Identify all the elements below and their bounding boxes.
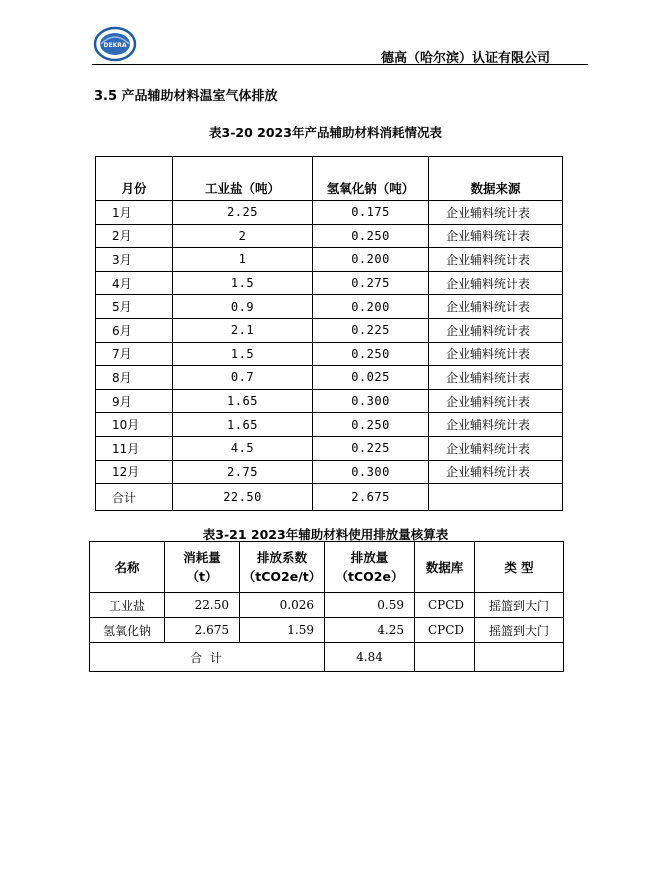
table-row (90, 593, 564, 618)
cell-salt: 2 (173, 224, 313, 248)
cell-total-naoh: 2.675 (313, 484, 429, 511)
cell-salt: 2.25 (173, 201, 313, 225)
cell-total-empty (475, 643, 564, 672)
table-header-row (90, 542, 564, 593)
table-row (96, 248, 563, 272)
cell-source: 企业辅料统计表 (429, 460, 563, 484)
cell-salt: 1.5 (173, 271, 313, 295)
table-total-row (90, 643, 564, 672)
cell-source: 企业辅料统计表 (429, 295, 563, 319)
cell-emission: 4.25 (325, 618, 415, 643)
header-factor (240, 542, 325, 593)
header-consumption-text: 消耗量 (183, 550, 221, 565)
cell-total-emission: 4.84 (325, 643, 415, 672)
cell-salt: 0.9 (173, 295, 313, 319)
cell-naoh: 0.250 (313, 413, 429, 437)
cell-salt: 1.5 (173, 342, 313, 366)
cell-source: 企业辅料统计表 (429, 366, 563, 390)
table-row (96, 413, 563, 437)
table2-caption: 表3-21 2023年辅助材料使用排放量核算表 (202, 527, 449, 542)
cell-naoh: 0.200 (313, 295, 429, 319)
header-emission (325, 542, 415, 593)
cell-emission: 0.59 (325, 593, 415, 618)
cell-salt: 1 (173, 248, 313, 272)
header-database (415, 542, 475, 593)
cell-source: 企业辅料统计表 (429, 201, 563, 225)
header-factor-text: 排放系数 (256, 550, 307, 565)
cell-salt: 1.65 (173, 413, 313, 437)
cell-naoh: 0.275 (313, 271, 429, 295)
header-salt: 工业盐（吨） (173, 157, 313, 201)
cell-salt: 2.1 (173, 318, 313, 342)
header-type-text: 类 型 (504, 559, 534, 575)
emission-accounting-table (89, 541, 564, 672)
cell-source: 企业辅料统计表 (429, 271, 563, 295)
cell-month: 4月 (96, 271, 173, 295)
table-row (96, 436, 563, 460)
cell-month: 6月 (96, 318, 173, 342)
table-row (96, 201, 563, 225)
cell-naoh: 0.200 (313, 248, 429, 272)
cell-month: 1月 (96, 201, 173, 225)
table-header-row (96, 157, 563, 201)
cell-salt: 2.75 (173, 460, 313, 484)
cell-name: 氢氧化钠 (90, 618, 165, 643)
cell-source: 企业辅料统计表 (429, 318, 563, 342)
table-row (96, 318, 563, 342)
cell-naoh: 0.175 (313, 201, 429, 225)
cell-type: 摇篮到大门 (475, 593, 564, 618)
cell-factor: 1.59 (240, 618, 325, 643)
header-emission-unit: （tCO2e） (335, 569, 404, 584)
cell-naoh: 0.025 (313, 366, 429, 390)
cell-source: 企业辅料统计表 (429, 248, 563, 272)
table-row (96, 389, 563, 413)
cell-naoh: 0.225 (313, 436, 429, 460)
cell-month: 11月 (96, 436, 173, 460)
company-name: 德高（哈尔滨）认证有限公司 (380, 51, 550, 66)
table-row (96, 271, 563, 295)
cell-total-empty (415, 643, 475, 672)
header-name (90, 542, 165, 593)
cell-name: 工业盐 (90, 593, 165, 618)
cell-salt: 0.7 (173, 366, 313, 390)
cell-naoh: 0.300 (313, 460, 429, 484)
cell-naoh: 0.300 (313, 389, 429, 413)
cell-source: 企业辅料统计表 (429, 436, 563, 460)
cell-database: CPCD (415, 618, 475, 643)
cell-naoh: 0.250 (313, 224, 429, 248)
header-factor-unit: （tCO2e/t） (242, 569, 322, 584)
cell-source: 企业辅料统计表 (429, 389, 563, 413)
header-naoh: 氢氧化钠（吨） (313, 157, 429, 201)
cell-total-label: 合计 (96, 484, 173, 511)
cell-consumption: 2.675 (165, 618, 240, 643)
auxiliary-material-consumption-table (95, 156, 563, 511)
cell-total-label: 合 计 (90, 643, 325, 672)
table-row (90, 618, 564, 643)
cell-month: 12月 (96, 460, 173, 484)
header-name-text: 名称 (114, 559, 140, 575)
cell-total-salt: 22.50 (173, 484, 313, 511)
cell-type: 摇篮到大门 (475, 618, 564, 643)
cell-month: 10月 (96, 413, 173, 437)
cell-month: 7月 (96, 342, 173, 366)
cell-consumption: 22.50 (165, 593, 240, 618)
cell-factor: 0.026 (240, 593, 325, 618)
header-consumption (165, 542, 240, 593)
cell-naoh: 0.225 (313, 318, 429, 342)
header-emission-text: 排放量 (350, 550, 389, 565)
logo-lettering: DEKRA (103, 42, 127, 49)
company-logo (93, 26, 137, 62)
cell-month: 8月 (96, 366, 173, 390)
cell-database: CPCD (415, 593, 475, 618)
cell-total-source (429, 484, 563, 511)
cell-salt: 1.65 (173, 389, 313, 413)
table-row (96, 366, 563, 390)
table-total-row (96, 484, 563, 511)
header-type (475, 542, 564, 593)
table-row (96, 295, 563, 319)
header-consumption-unit: （t） (186, 569, 218, 584)
header-database-text: 数据库 (425, 559, 464, 575)
cell-month: 2月 (96, 224, 173, 248)
table-row (96, 224, 563, 248)
cell-month: 9月 (96, 389, 173, 413)
table1-caption: 表3-20 2023年产品辅助材料消耗情况表 (209, 125, 442, 140)
cell-month: 3月 (96, 248, 173, 272)
cell-source: 企业辅料统计表 (429, 224, 563, 248)
header-source: 数据来源 (429, 157, 563, 201)
cell-naoh: 0.250 (313, 342, 429, 366)
header-rule (92, 64, 588, 65)
cell-salt: 4.5 (173, 436, 313, 460)
header-month: 月份 (96, 157, 173, 201)
section-title: 3.5 产品辅助材料温室气体排放 (94, 89, 278, 104)
cell-source: 企业辅料统计表 (429, 342, 563, 366)
table-row (96, 342, 563, 366)
table-row (96, 460, 563, 484)
cell-source: 企业辅料统计表 (429, 413, 563, 437)
cell-month: 5月 (96, 295, 173, 319)
